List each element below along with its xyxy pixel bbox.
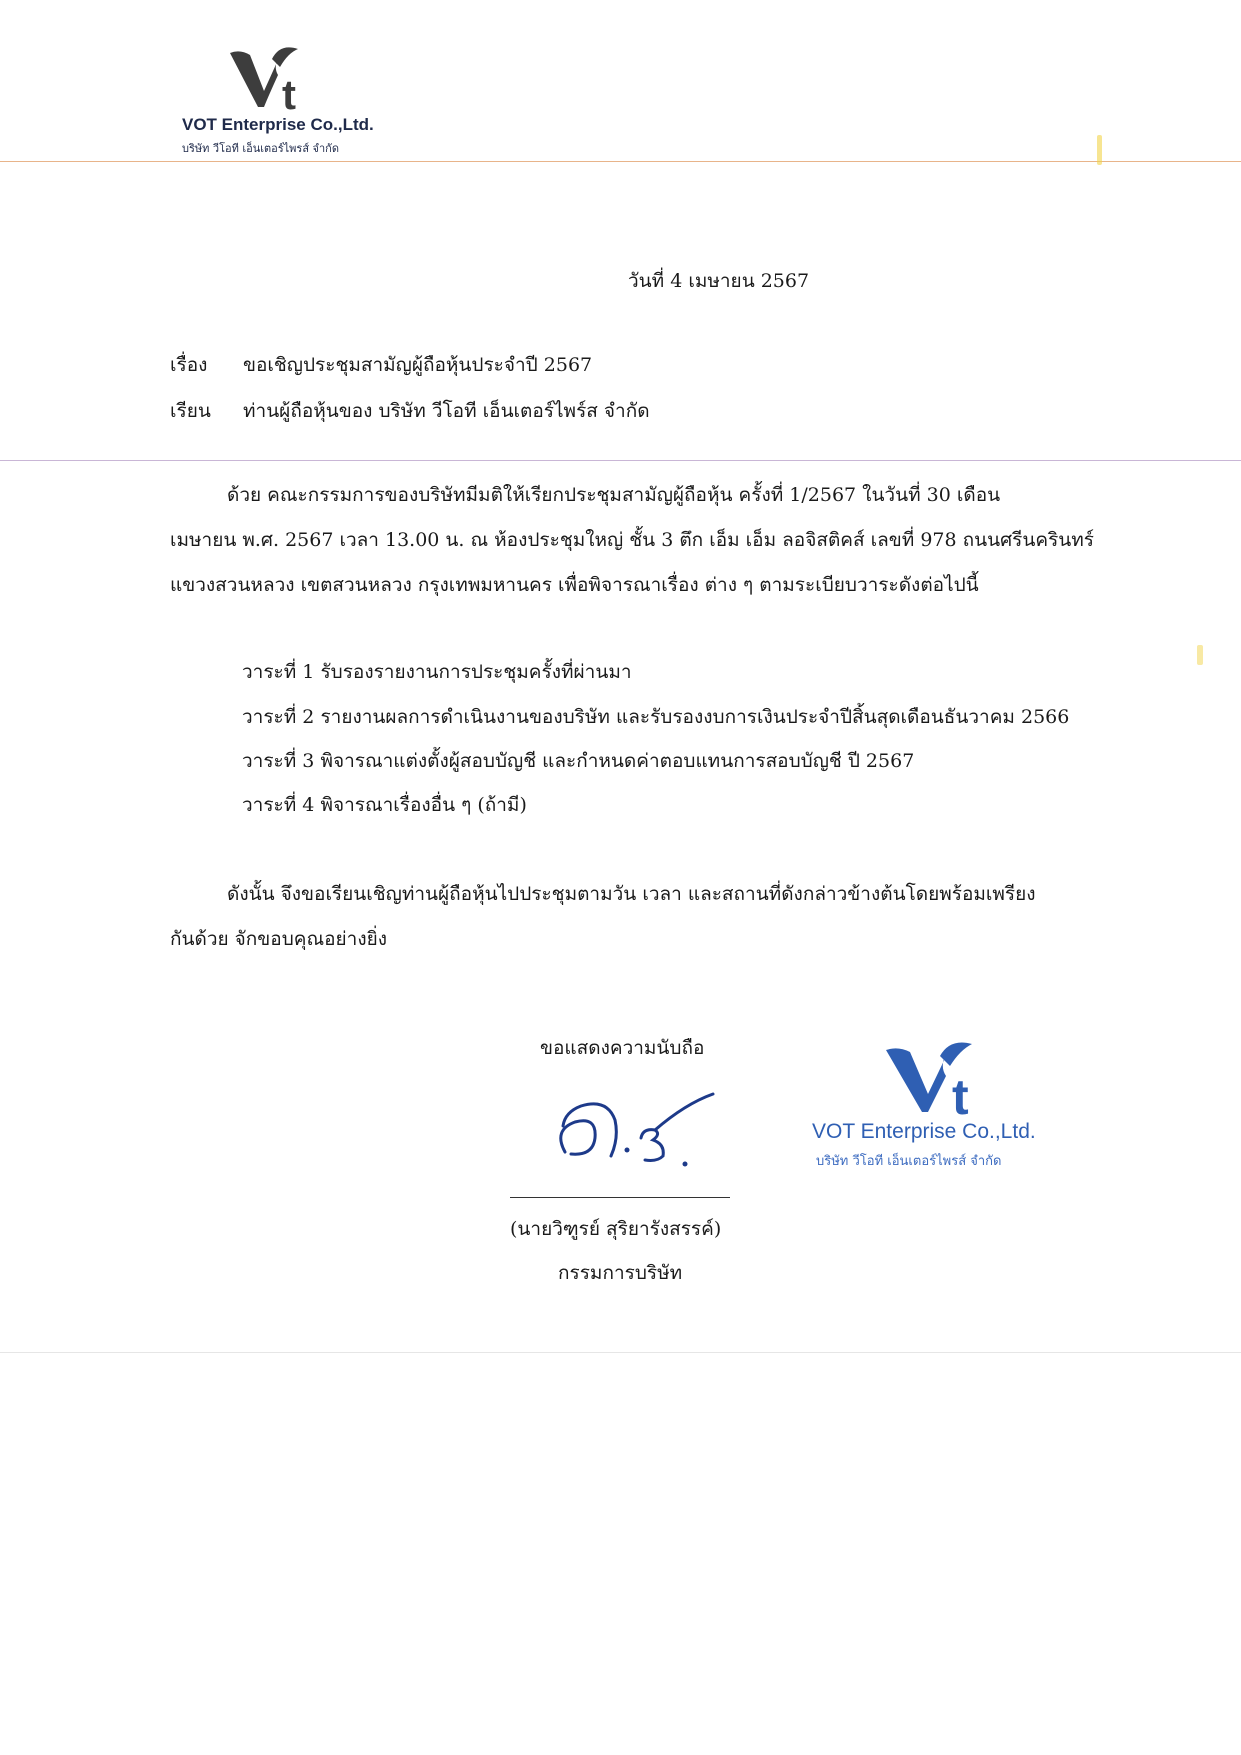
svg-text:t: t: [952, 1069, 969, 1118]
sign-off: ขอแสดงความนับถือ: [540, 1037, 705, 1059]
company-name-th: บริษัท วีโอที เอ็นเตอร์ไพรส์ จำกัด: [182, 142, 339, 155]
letterhead-rule: [0, 161, 1241, 162]
scan-speck: [1097, 135, 1102, 165]
recipient-label: เรียน: [170, 400, 211, 422]
subject-label: เรื่อง: [170, 354, 208, 376]
closing-line-2: กันด้วย จักขอบคุณอย่างยิ่ง: [170, 928, 388, 950]
agenda-item: วาระที่ 3 พิจารณาแต่งตั้งผู้สอบบัญชี และกำหนดค่าตอบแทนการสอบบัญชี ปี 2567: [242, 750, 915, 772]
agenda-item: วาระที่ 4 พิจารณาเรื่องอื่น ๆ (ถ้ามี): [242, 794, 527, 816]
scan-line: [0, 1352, 1241, 1353]
body-line-1: ด้วย คณะกรรมการของบริษัทมีมติให้เรียกประชุมสามัญผู้ถือหุ้น ครั้งที่ 1/2567 ในวันที่ 30 เดือน: [227, 484, 1001, 506]
agenda-item: วาระที่ 1 รับรองรายงานการประชุมครั้งที่ผ่านมา: [242, 661, 632, 683]
subject-text: ขอเชิญประชุมสามัญผู้ถือหุ้นประจำปี 2567: [243, 354, 593, 376]
company-name-en: VOT Enterprise Co.,Ltd.: [182, 115, 374, 134]
signatory-name: (นายวิฑูรย์ สุริยารังสรรค์): [510, 1218, 722, 1240]
signature-line: [510, 1197, 730, 1198]
body-line-2: เมษายน พ.ศ. 2567 เวลา 13.00 น. ณ ห้องประชุมใหญ่ ชั้น 3 ตึก เอ็ม เอ็ม ลอจิสติคส์ เลขที่ 978 ถนนศรีนครินทร์: [170, 529, 1094, 551]
stamp-logo: [878, 1040, 990, 1118]
svg-text:t: t: [282, 71, 296, 113]
company-stamp: [812, 1040, 1072, 1170]
stamp-company-th: บริษัท วีโอที เอ็นเตอร์ไพรส์ จำกัด: [816, 1154, 1002, 1169]
closing-line-1: ดังนั้น จึงขอเรียนเชิญท่านผู้ถือหุ้นไปประชุมตามวัน เวลา และสถานที่ดังกล่าวข้างต้นโดยพร้อมเพรียง: [227, 883, 1036, 905]
handwritten-signature: [545, 1090, 725, 1185]
agenda-item: วาระที่ 2 รายงานผลการดำเนินงานของบริษัท และรับรองงบการเงินประจำปีสิ้นสุดเดือนธันวาคม 2566: [242, 706, 1070, 728]
letter-date: วันที่ 4 เมษายน 2567: [628, 270, 810, 292]
stamp-company-en: VOT Enterprise Co.,Ltd.: [812, 1120, 1036, 1143]
letterhead: [180, 45, 380, 160]
scan-line: [0, 460, 1241, 461]
body-line-3: แขวงสวนหลวง เขตสวนหลวง กรุงเทพมหานคร เพื่อพิจารณาเรื่อง ต่าง ๆ ตามระเบียบวาระดังต่อไปนี้: [170, 574, 979, 596]
recipient-text: ท่านผู้ถือหุ้นของ บริษัท วีโอที เอ็นเตอร์ไพร์ส จำกัด: [243, 400, 650, 422]
scan-speck: [1197, 645, 1203, 665]
company-logo: [222, 45, 312, 113]
signatory-title: กรรมการบริษัท: [558, 1262, 683, 1284]
